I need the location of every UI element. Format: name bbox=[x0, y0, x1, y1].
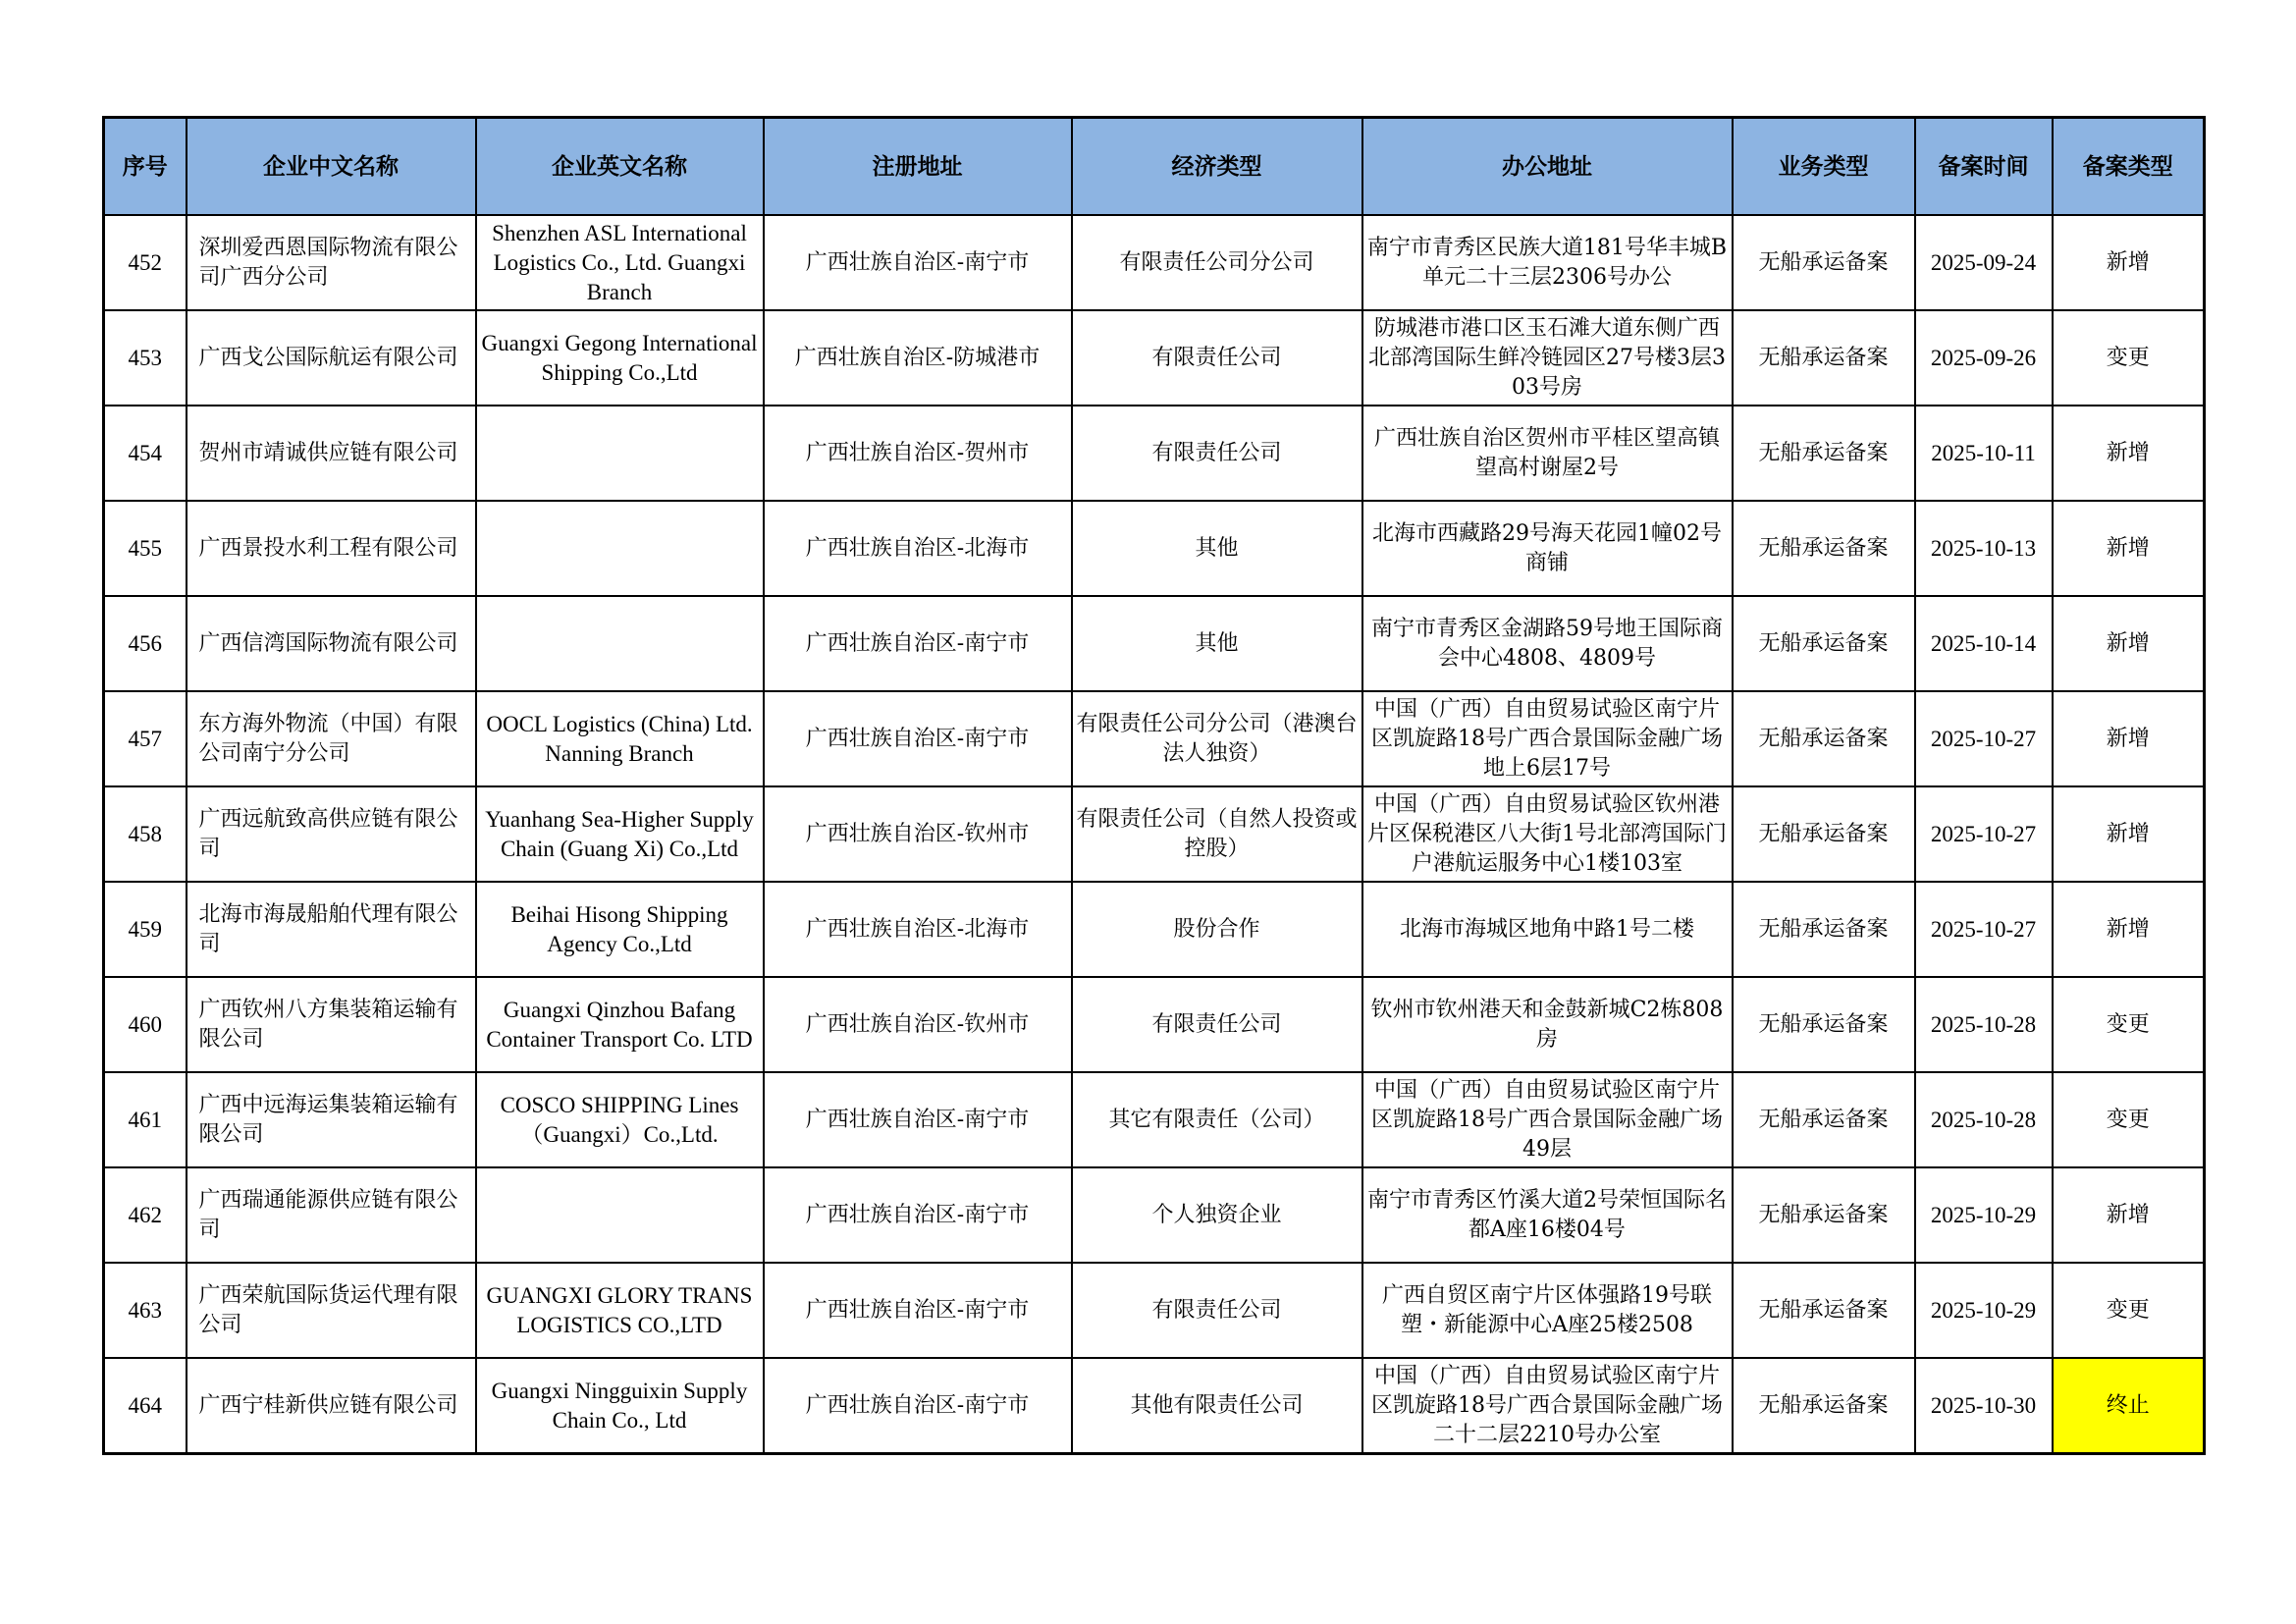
cell-business-type: 无船承运备案 bbox=[1733, 406, 1915, 501]
cell-economic-type: 其它有限责任（公司） bbox=[1072, 1072, 1362, 1167]
cell-business-type: 无船承运备案 bbox=[1733, 1167, 1915, 1263]
cell-business-type: 无船承运备案 bbox=[1733, 1263, 1915, 1358]
cell-economic-type: 个人独资企业 bbox=[1072, 1167, 1362, 1263]
cell-filing-type: 新增 bbox=[2053, 501, 2205, 596]
cell-office-address: 中国（广西）自由贸易试验区南宁片区凯旋路18号广西合景国际金融广场地上6层17号 bbox=[1362, 691, 1733, 786]
cell-office-address: 钦州市钦州港天和金鼓新城C2栋808房 bbox=[1362, 977, 1733, 1072]
cell-office-address: 北海市西藏路29号海天花园1幢02号商铺 bbox=[1362, 501, 1733, 596]
table-row bbox=[104, 215, 2205, 310]
header-row bbox=[104, 118, 2205, 216]
cell-registered-address: 广西壮族自治区-北海市 bbox=[764, 882, 1072, 977]
header-en-name: 企业英文名称 bbox=[476, 118, 764, 216]
cell-filing-date: 2025-10-29 bbox=[1915, 1167, 2053, 1263]
cell-filing-date: 2025-10-27 bbox=[1915, 882, 2053, 977]
cell-filing-type: 新增 bbox=[2053, 406, 2205, 501]
cell-en-name: Beihai Hisong Shipping Agency Co.,Ltd bbox=[476, 882, 764, 977]
cell-cn-name: 广西宁桂新供应链有限公司 bbox=[187, 1358, 476, 1454]
cell-filing-date: 2025-10-14 bbox=[1915, 596, 2053, 691]
cell-cn-name: 广西信湾国际物流有限公司 bbox=[187, 596, 476, 691]
table-row bbox=[104, 596, 2205, 691]
header-filing-type: 备案类型 bbox=[2053, 118, 2205, 216]
cell-filing-type: 变更 bbox=[2053, 977, 2205, 1072]
cell-cn-name: 北海市海晟船舶代理有限公司 bbox=[187, 882, 476, 977]
table-row bbox=[104, 1358, 2205, 1454]
cell-filing-date: 2025-10-28 bbox=[1915, 1072, 2053, 1167]
cell-cn-name: 广西戈公国际航运有限公司 bbox=[187, 310, 476, 406]
cell-economic-type: 有限责任公司分公司（港澳台法人独资） bbox=[1072, 691, 1362, 786]
cell-business-type: 无船承运备案 bbox=[1733, 1358, 1915, 1454]
cell-filing-date: 2025-10-27 bbox=[1915, 691, 2053, 786]
cell-business-type: 无船承运备案 bbox=[1733, 691, 1915, 786]
header-business-type: 业务类型 bbox=[1733, 118, 1915, 216]
cell-en-name: OOCL Logistics (China) Ltd. Nanning Branch bbox=[476, 691, 764, 786]
cell-economic-type: 其他有限责任公司 bbox=[1072, 1358, 1362, 1454]
cell-office-address: 中国（广西）自由贸易试验区南宁片区凯旋路18号广西合景国际金融广场二十二层2210号办公室 bbox=[1362, 1358, 1733, 1454]
header-cn-name: 企业中文名称 bbox=[187, 118, 476, 216]
cell-seq: 452 bbox=[104, 215, 187, 310]
cell-filing-type: 新增 bbox=[2053, 882, 2205, 977]
cell-seq: 464 bbox=[104, 1358, 187, 1454]
cell-business-type: 无船承运备案 bbox=[1733, 786, 1915, 882]
cell-economic-type: 有限责任公司分公司 bbox=[1072, 215, 1362, 310]
table-row bbox=[104, 882, 2205, 977]
cell-filing-type: 新增 bbox=[2053, 596, 2205, 691]
cell-en-name: Guangxi Qinzhou Bafang Container Transport Co. LTD bbox=[476, 977, 764, 1072]
cell-filing-type: 新增 bbox=[2053, 786, 2205, 882]
cell-filing-type: 变更 bbox=[2053, 1072, 2205, 1167]
cell-seq: 462 bbox=[104, 1167, 187, 1263]
cell-registered-address: 广西壮族自治区-南宁市 bbox=[764, 215, 1072, 310]
cell-cn-name: 广西远航致高供应链有限公司 bbox=[187, 786, 476, 882]
cell-economic-type: 有限责任公司 bbox=[1072, 406, 1362, 501]
cell-en-name: Shenzhen ASL International Logistics Co., Ltd. Guangxi Branch bbox=[476, 215, 764, 310]
cell-business-type: 无船承运备案 bbox=[1733, 596, 1915, 691]
cell-seq: 455 bbox=[104, 501, 187, 596]
cell-economic-type: 有限责任公司 bbox=[1072, 1263, 1362, 1358]
cell-business-type: 无船承运备案 bbox=[1733, 215, 1915, 310]
cell-registered-address: 广西壮族自治区-北海市 bbox=[764, 501, 1072, 596]
cell-seq: 453 bbox=[104, 310, 187, 406]
cell-economic-type: 股份合作 bbox=[1072, 882, 1362, 977]
cell-registered-address: 广西壮族自治区-防城港市 bbox=[764, 310, 1072, 406]
cell-seq: 459 bbox=[104, 882, 187, 977]
cell-en-name: Guangxi Gegong International Shipping Co.,Ltd bbox=[476, 310, 764, 406]
table-row bbox=[104, 1072, 2205, 1167]
table-row bbox=[104, 501, 2205, 596]
cell-filing-date: 2025-10-30 bbox=[1915, 1358, 2053, 1454]
cell-filing-type: 变更 bbox=[2053, 310, 2205, 406]
cell-seq: 454 bbox=[104, 406, 187, 501]
cell-registered-address: 广西壮族自治区-南宁市 bbox=[764, 596, 1072, 691]
cell-filing-date: 2025-10-13 bbox=[1915, 501, 2053, 596]
cell-cn-name: 深圳爱西恩国际物流有限公司广西分公司 bbox=[187, 215, 476, 310]
cell-economic-type: 其他 bbox=[1072, 501, 1362, 596]
cell-economic-type: 有限责任公司（自然人投资或控股） bbox=[1072, 786, 1362, 882]
cell-office-address: 广西壮族自治区贺州市平桂区望高镇望高村谢屋2号 bbox=[1362, 406, 1733, 501]
registry-table bbox=[102, 116, 2206, 1455]
cell-office-address: 广西自贸区南宁片区体强路19号联塑・新能源中心A座25楼2508 bbox=[1362, 1263, 1733, 1358]
cell-filing-type-highlighted: 终止 bbox=[2053, 1358, 2205, 1454]
table-header bbox=[104, 118, 2205, 216]
cell-office-address: 南宁市青秀区金湖路59号地王国际商会中心4808、4809号 bbox=[1362, 596, 1733, 691]
cell-en-name: GUANGXI GLORY TRANS LOGISTICS CO.,LTD bbox=[476, 1263, 764, 1358]
cell-filing-date: 2025-10-11 bbox=[1915, 406, 2053, 501]
cell-en-name bbox=[476, 406, 764, 501]
cell-filing-date: 2025-10-28 bbox=[1915, 977, 2053, 1072]
cell-filing-date: 2025-09-24 bbox=[1915, 215, 2053, 310]
cell-economic-type: 其他 bbox=[1072, 596, 1362, 691]
cell-business-type: 无船承运备案 bbox=[1733, 501, 1915, 596]
cell-economic-type: 有限责任公司 bbox=[1072, 977, 1362, 1072]
cell-filing-type: 新增 bbox=[2053, 691, 2205, 786]
cell-office-address: 北海市海城区地角中路1号二楼 bbox=[1362, 882, 1733, 977]
cell-en-name bbox=[476, 596, 764, 691]
cell-en-name bbox=[476, 1167, 764, 1263]
cell-filing-date: 2025-09-26 bbox=[1915, 310, 2053, 406]
cell-cn-name: 广西钦州八方集装箱运输有限公司 bbox=[187, 977, 476, 1072]
cell-registered-address: 广西壮族自治区-钦州市 bbox=[764, 786, 1072, 882]
cell-business-type: 无船承运备案 bbox=[1733, 977, 1915, 1072]
cell-economic-type: 有限责任公司 bbox=[1072, 310, 1362, 406]
cell-office-address: 中国（广西）自由贸易试验区南宁片区凯旋路18号广西合景国际金融广场49层 bbox=[1362, 1072, 1733, 1167]
cell-filing-type: 变更 bbox=[2053, 1263, 2205, 1358]
cell-seq: 463 bbox=[104, 1263, 187, 1358]
cell-office-address: 南宁市青秀区竹溪大道2号荣恒国际名都A座16楼04号 bbox=[1362, 1167, 1733, 1263]
cell-registered-address: 广西壮族自治区-南宁市 bbox=[764, 1072, 1072, 1167]
table-row bbox=[104, 691, 2205, 786]
cell-office-address: 南宁市青秀区民族大道181号华丰城B单元二十三层2306号办公 bbox=[1362, 215, 1733, 310]
cell-business-type: 无船承运备案 bbox=[1733, 310, 1915, 406]
table-row bbox=[104, 406, 2205, 501]
cell-filing-date: 2025-10-29 bbox=[1915, 1263, 2053, 1358]
header-filing-date: 备案时间 bbox=[1915, 118, 2053, 216]
cell-en-name: Yuanhang Sea-Higher Supply Chain (Guang Xi) Co.,Ltd bbox=[476, 786, 764, 882]
cell-seq: 456 bbox=[104, 596, 187, 691]
table-row bbox=[104, 310, 2205, 406]
cell-en-name: COSCO SHIPPING Lines（Guangxi）Co.,Ltd. bbox=[476, 1072, 764, 1167]
cell-registered-address: 广西壮族自治区-贺州市 bbox=[764, 406, 1072, 501]
cell-seq: 457 bbox=[104, 691, 187, 786]
cell-cn-name: 广西中远海运集装箱运输有限公司 bbox=[187, 1072, 476, 1167]
cell-business-type: 无船承运备案 bbox=[1733, 1072, 1915, 1167]
cell-registered-address: 广西壮族自治区-南宁市 bbox=[764, 1167, 1072, 1263]
table-row bbox=[104, 1263, 2205, 1358]
cell-en-name bbox=[476, 501, 764, 596]
cell-registered-address: 广西壮族自治区-南宁市 bbox=[764, 1358, 1072, 1454]
header-seq: 序号 bbox=[104, 118, 187, 216]
cell-cn-name: 广西荣航国际货运代理有限公司 bbox=[187, 1263, 476, 1358]
cell-filing-type: 新增 bbox=[2053, 215, 2205, 310]
header-registered-address: 注册地址 bbox=[764, 118, 1072, 216]
table-row bbox=[104, 977, 2205, 1072]
cell-seq: 461 bbox=[104, 1072, 187, 1167]
cell-seq: 460 bbox=[104, 977, 187, 1072]
cell-office-address: 防城港市港口区玉石滩大道东侧广西北部湾国际生鲜冷链园区27号楼3层303号房 bbox=[1362, 310, 1733, 406]
header-economic-type: 经济类型 bbox=[1072, 118, 1362, 216]
cell-registered-address: 广西壮族自治区-南宁市 bbox=[764, 1263, 1072, 1358]
cell-cn-name: 广西景投水利工程有限公司 bbox=[187, 501, 476, 596]
cell-cn-name: 东方海外物流（中国）有限公司南宁分公司 bbox=[187, 691, 476, 786]
cell-cn-name: 广西瑞通能源供应链有限公司 bbox=[187, 1167, 476, 1263]
cell-registered-address: 广西壮族自治区-钦州市 bbox=[764, 977, 1072, 1072]
cell-business-type: 无船承运备案 bbox=[1733, 882, 1915, 977]
cell-filing-date: 2025-10-27 bbox=[1915, 786, 2053, 882]
cell-en-name: Guangxi Ningguixin Supply Chain Co., Ltd bbox=[476, 1358, 764, 1454]
cell-cn-name: 贺州市靖诚供应链有限公司 bbox=[187, 406, 476, 501]
cell-filing-type: 新增 bbox=[2053, 1167, 2205, 1263]
header-office-address: 办公地址 bbox=[1362, 118, 1733, 216]
cell-seq: 458 bbox=[104, 786, 187, 882]
table-row bbox=[104, 1167, 2205, 1263]
table-row bbox=[104, 786, 2205, 882]
cell-registered-address: 广西壮族自治区-南宁市 bbox=[764, 691, 1072, 786]
cell-office-address: 中国（广西）自由贸易试验区钦州港片区保税港区八大街1号北部湾国际门户港航运服务中心1楼103室 bbox=[1362, 786, 1733, 882]
table-body bbox=[104, 215, 2205, 1454]
